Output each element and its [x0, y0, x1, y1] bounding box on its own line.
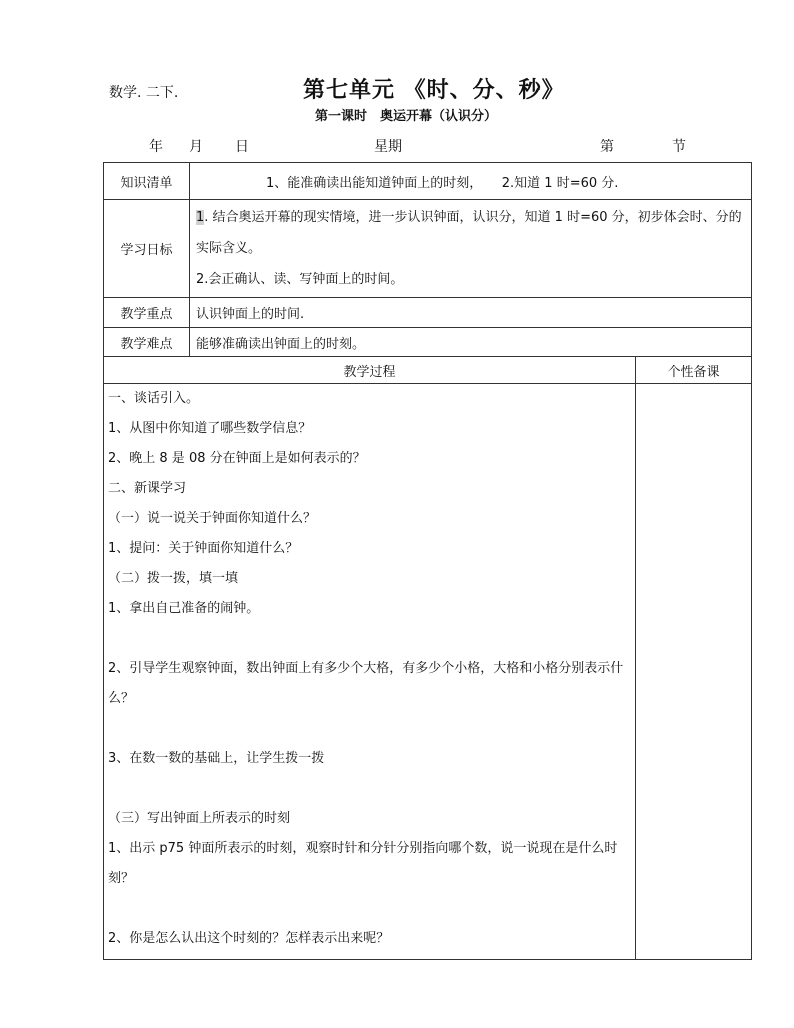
process-line: 2、晚上 8 是 08 分在钟面上是如何表示的？: [108, 451, 366, 466]
process-body-row: [104, 384, 752, 960]
difficulty-label: 教学难点: [104, 328, 190, 357]
subject-label: 数学. 二下.: [109, 85, 179, 101]
blank-line: [108, 624, 631, 654]
process-line: 3、在数一数的基础上，让学生拨一拨: [108, 751, 325, 766]
process-line: （二）拨一拨，填一填: [108, 571, 239, 586]
process-line: 2、引导学生观察钟面，数出钟面上有多少个大格，有多少个小格，大格和小格分别表示什么？: [108, 661, 624, 706]
process-header: 教学过程: [104, 357, 636, 384]
lesson-subtitle: 第一课时 奥运开幕（认识分）: [315, 109, 498, 124]
personal-notes-cell: [636, 384, 752, 960]
date-day-label: 日: [235, 139, 249, 155]
knowledge-label: 知识清单: [104, 163, 190, 200]
knowledge-content: 1、能准确读出能知道钟面上的时刻， 2.知道 1 时=60 分.: [190, 163, 752, 200]
process-line: 一、谈话引入。: [108, 391, 200, 406]
period-suffix-label: 节: [672, 139, 686, 155]
period-prefix-label: 第: [600, 139, 614, 155]
goal-item-1: [196, 202, 745, 264]
date-month-label: 月: [189, 139, 203, 155]
focus-label: 教学重点: [104, 298, 190, 328]
process-line: 二、新课学习: [108, 481, 187, 496]
process-line: （三）写出钟面上所表示的时刻: [108, 811, 291, 826]
goal-item-1-number: 1: [196, 210, 205, 225]
lesson-plan-table: [103, 162, 752, 960]
focus-content: 认识钟面上的时间.: [190, 298, 752, 328]
process-line: 1、出示 p75 钟面所表示的时刻，观察时针和分针分别指向哪个数，说一说现在是什么时刻？: [108, 841, 618, 886]
blank-line: [108, 774, 631, 804]
process-line: 1、拿出自己准备的闹钟。: [108, 601, 260, 616]
goals-row: [104, 200, 752, 298]
personal-header: 个性备课: [636, 357, 752, 384]
process-content: [104, 384, 636, 960]
goals-content: [190, 200, 752, 298]
process-header-row: [104, 357, 752, 384]
process-line: 1、提问：关于钟面你知道什么？: [108, 541, 299, 556]
date-year-label: 年: [149, 139, 163, 155]
difficulty-content: 能够准确读出钟面上的时刻。: [190, 328, 752, 357]
goals-label: 学习日标: [104, 200, 190, 298]
blank-line: [108, 894, 631, 924]
difficulty-row: [104, 328, 752, 357]
process-line: （一）说一说关于钟面你知道什么？: [108, 511, 317, 526]
process-line: 2、你是怎么认出这个时刻的？怎样表示出来呢？: [108, 931, 390, 946]
process-line: 1、从图中你知道了哪些数学信息？: [108, 421, 312, 436]
blank-line: [108, 714, 631, 744]
knowledge-row: [104, 163, 752, 200]
goal-item-2: 2.会正确认、读、写钟面上的时间。: [196, 272, 404, 287]
date-weekday-label: 星期: [374, 139, 402, 155]
unit-title: 第七单元 《时、分、秒》: [303, 78, 565, 103]
focus-row: [104, 298, 752, 328]
goal-item-1-text: . 结合奥运开幕的现实情境，进一步认识钟面，认识分，知道 1 时=60 分，初步体会时、分的实际含义。: [196, 210, 742, 256]
